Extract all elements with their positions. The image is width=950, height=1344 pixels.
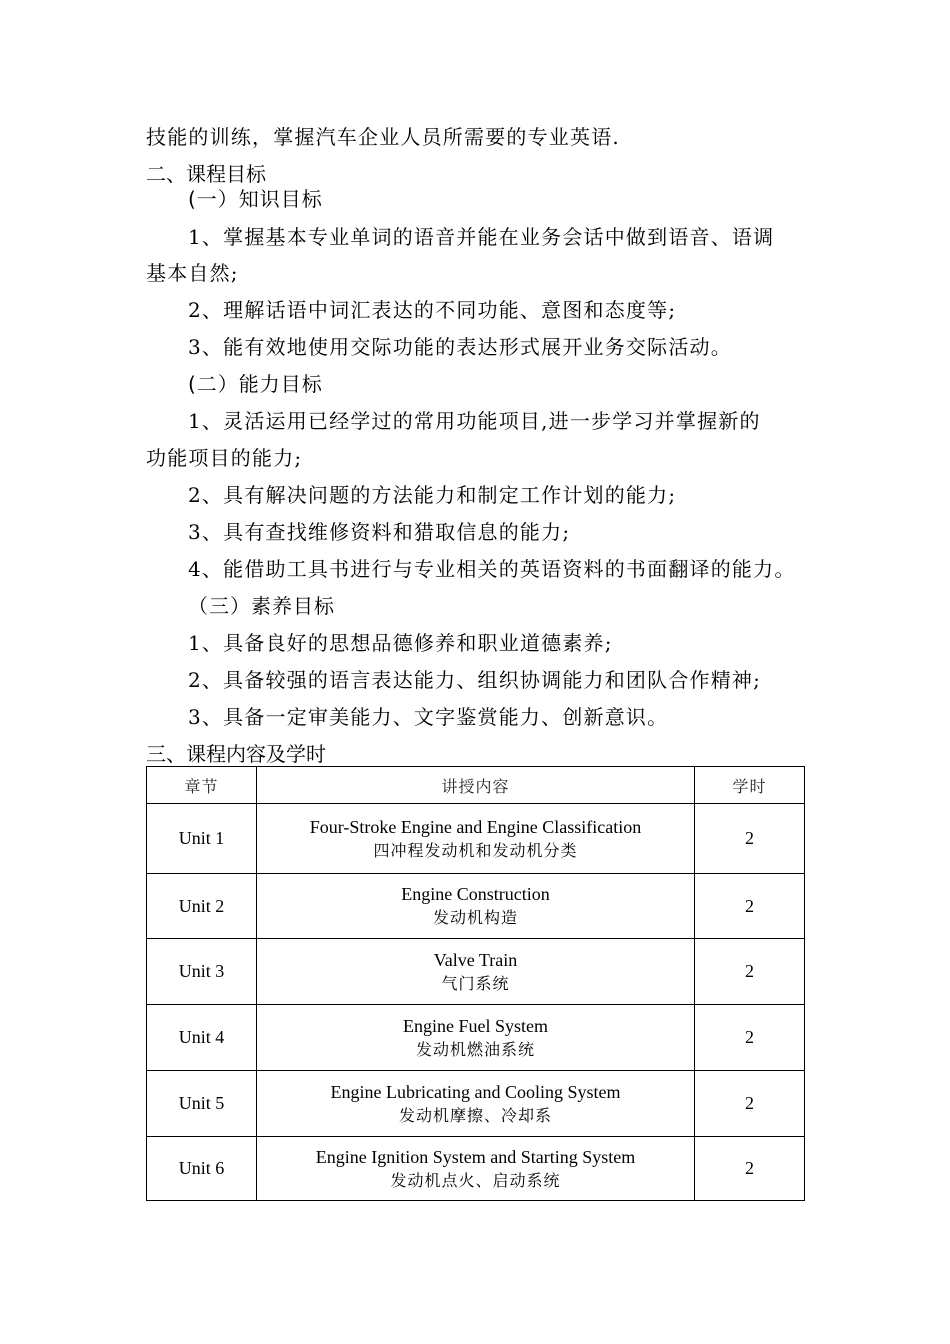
hours-cell: 2 bbox=[695, 804, 805, 874]
content-en: Engine Construction bbox=[401, 884, 550, 904]
knowledge-item-1-cont: 基本自然; bbox=[146, 261, 239, 285]
table-row bbox=[147, 874, 805, 939]
content-en: Engine Fuel System bbox=[403, 1015, 548, 1036]
knowledge-item-2: 2、理解话语中词汇表达的不同功能、意图和态度等; bbox=[188, 298, 677, 322]
knowledge-item-1: 1、掌握基本专业单词的语音并能在业务会话中做到语音、语调 bbox=[188, 225, 775, 249]
unit-cell: Unit 3 bbox=[147, 939, 257, 1005]
unit-cell: Unit 6 bbox=[147, 1137, 257, 1201]
content-en: Valve Train bbox=[433, 949, 518, 970]
header-content: 讲授内容 bbox=[257, 767, 695, 804]
content-cell bbox=[257, 1137, 695, 1201]
table-row bbox=[147, 804, 805, 874]
quality-item-2: 2、具备较强的语言表达能力、组织协调能力和团队合作精神; bbox=[188, 668, 762, 692]
unit-cell: Unit 2 bbox=[147, 874, 257, 939]
content-en: Four-Stroke Engine and Engine Classification bbox=[309, 816, 642, 837]
ability-item-1: 1、灵活运用已经学过的常用功能项目,进一步学习并掌握新的 bbox=[188, 409, 761, 433]
unit-cell: Unit 1 bbox=[147, 804, 257, 874]
content-cell bbox=[257, 939, 695, 1005]
ability-goals-title: (二）能力目标 bbox=[188, 372, 323, 396]
content-cell bbox=[257, 874, 695, 939]
table-row bbox=[147, 1005, 805, 1071]
table-row bbox=[147, 1071, 805, 1137]
section-2-title: 二、课程目标 bbox=[146, 162, 266, 186]
ability-item-2: 2、具有解决问题的方法能力和制定工作计划的能力; bbox=[188, 483, 677, 507]
table-row bbox=[147, 1137, 805, 1201]
content-zh: 气门系统 bbox=[441, 973, 510, 993]
intro-continuation: 技能的训练，掌握汽车企业人员所需要的专业英语. bbox=[146, 125, 620, 149]
table-header-row bbox=[147, 767, 805, 804]
ability-item-4: 4、能借助工具书进行与专业相关的英语资料的书面翻译的能力。 bbox=[188, 557, 796, 581]
content-en: Engine Lubricating and Cooling System bbox=[330, 1081, 621, 1102]
unit-cell: Unit 5 bbox=[147, 1071, 257, 1137]
quality-item-3: 3、具备一定审美能力、文字鉴赏能力、创新意识。 bbox=[188, 705, 669, 729]
knowledge-item-3: 3、能有效地使用交际功能的表达形式展开业务交际活动。 bbox=[188, 335, 732, 359]
content-cell bbox=[257, 1071, 695, 1137]
hours-cell: 2 bbox=[695, 1137, 805, 1201]
header-chapter: 章节 bbox=[147, 767, 257, 804]
quality-item-1: 1、具备良好的思想品德修养和职业道德素养; bbox=[188, 631, 613, 655]
content-zh: 发动机燃油系统 bbox=[415, 1039, 535, 1059]
content-zh: 发动机摩擦、冷却系 bbox=[398, 1105, 552, 1125]
content-cell bbox=[257, 804, 695, 874]
ability-item-1-cont: 功能项目的能力; bbox=[146, 446, 303, 470]
hours-cell: 2 bbox=[695, 1005, 805, 1071]
content-zh: 发动机构造 bbox=[432, 908, 518, 927]
hours-cell: 2 bbox=[695, 1071, 805, 1137]
content-zh: 四冲程发动机和发动机分类 bbox=[373, 840, 578, 860]
quality-goals-title: （三）素养目标 bbox=[188, 594, 335, 618]
header-hours: 学时 bbox=[695, 767, 805, 804]
table-row bbox=[147, 939, 805, 1005]
unit-cell: Unit 4 bbox=[147, 1005, 257, 1071]
knowledge-goals-title: (一）知识目标 bbox=[188, 187, 323, 211]
hours-cell: 2 bbox=[695, 939, 805, 1005]
content-zh: 发动机点火、启动系统 bbox=[390, 1170, 561, 1190]
content-en: Engine Ignition System and Starting System bbox=[315, 1146, 636, 1167]
hours-cell: 2 bbox=[695, 874, 805, 939]
course-content-table bbox=[146, 766, 805, 1201]
content-cell bbox=[257, 1005, 695, 1071]
section-3-title: 三、课程内容及学时 bbox=[146, 742, 326, 766]
ability-item-3: 3、具有查找维修资料和猎取信息的能力; bbox=[188, 520, 571, 544]
